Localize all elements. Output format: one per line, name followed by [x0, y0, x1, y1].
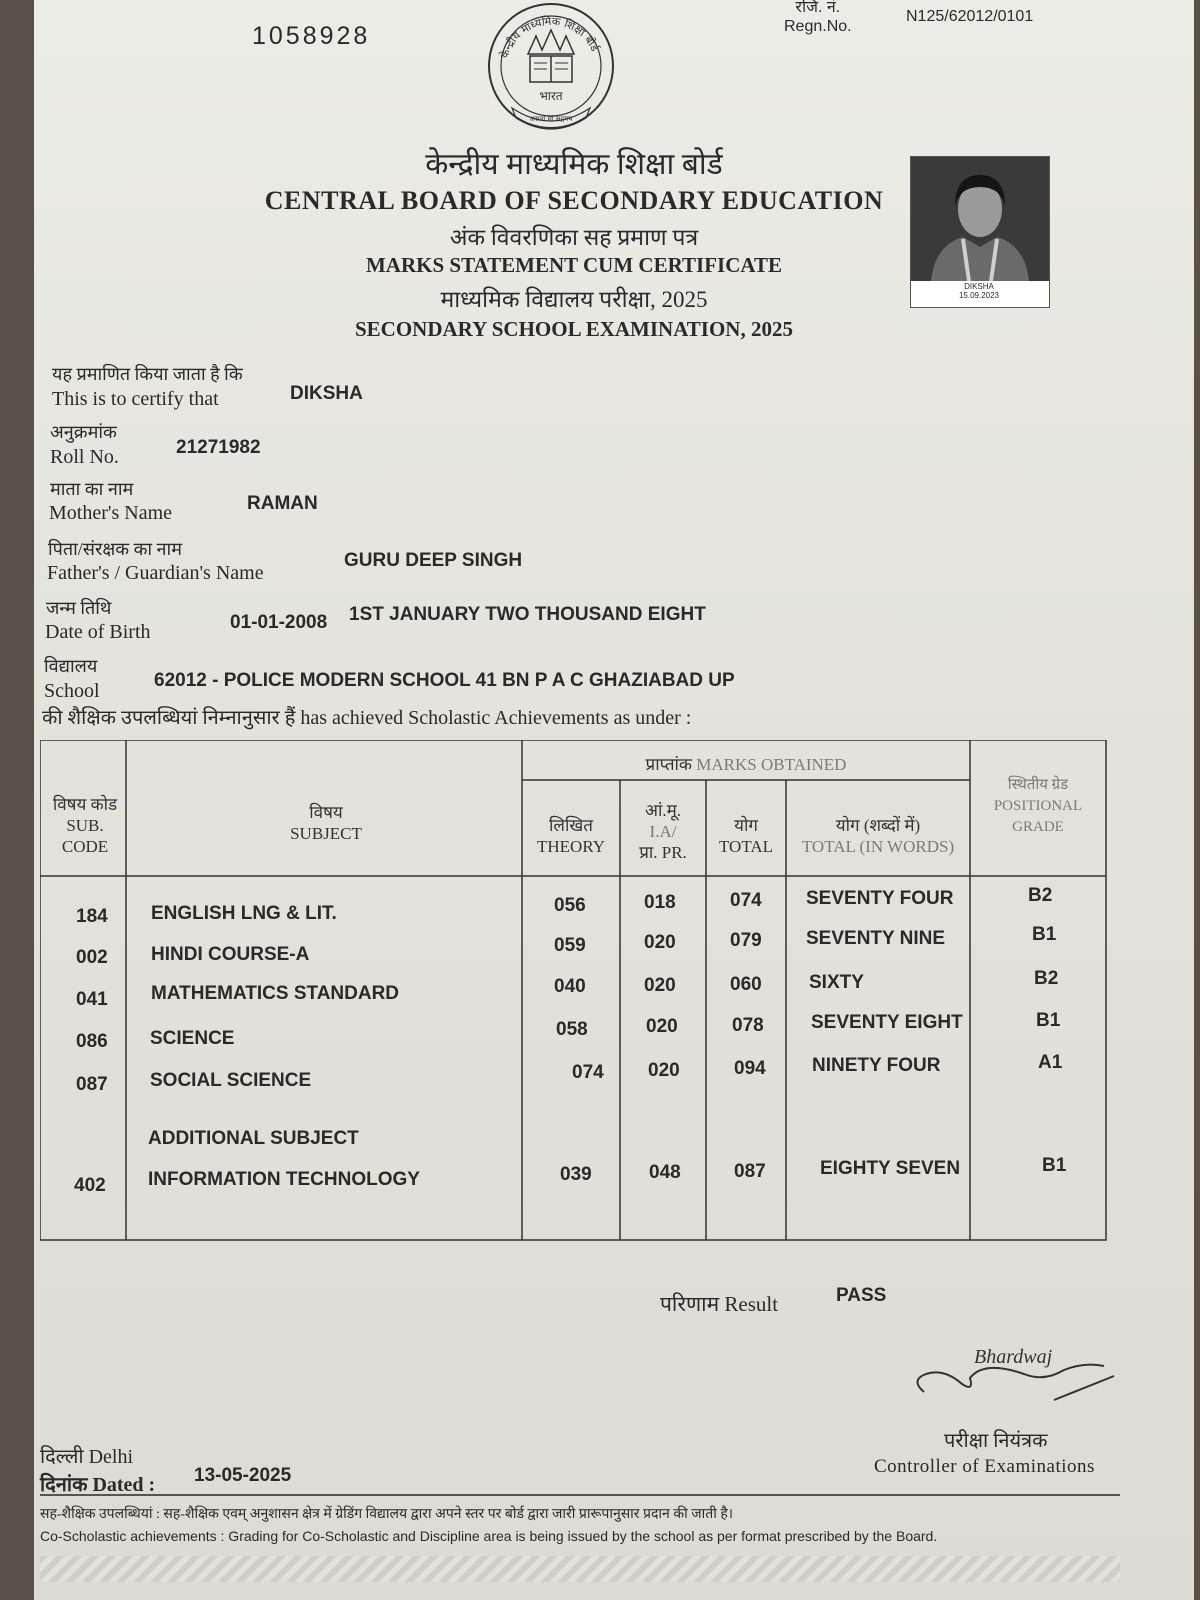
regn-label-en: Regn.No. [784, 18, 852, 35]
exam-name-hindi: माध्यमिक विद्यालय परीक्षा, 2025 [440, 287, 708, 312]
dated-hindi: दिनांक [40, 1474, 88, 1496]
header-sub-code-hindi: विषय कोड [52, 795, 118, 814]
header-theory [522, 815, 620, 857]
header-words-english: TOTAL (IN WORDS) [801, 837, 955, 856]
date-of-birth-words: 1ST JANUARY TWO THOUSAND EIGHT [349, 604, 706, 625]
school-name: 62012 - POLICE MODERN SCHOOL 41 BN P A C GHAZIABAD UP [154, 670, 735, 691]
row-2-grade: B1 [1032, 924, 1057, 945]
row-5-subject: SOCIAL SCIENCE [150, 1070, 312, 1091]
row-6-total: 087 [734, 1161, 766, 1182]
row-5-grade: A1 [1038, 1052, 1063, 1073]
row-4-code: 086 [76, 1031, 108, 1052]
marks-certificate-page [34, 0, 1194, 1600]
dob-label-hindi: जन्म तिथि [46, 598, 112, 618]
row-4-words: SEVENTY EIGHT [811, 1012, 963, 1033]
row-6-ia: 048 [649, 1162, 681, 1183]
header-total-words [786, 815, 970, 857]
header-subject-english: SUBJECT [290, 824, 362, 843]
header-total-english: TOTAL [718, 837, 774, 856]
seal-motto-text: असतो मा सद्गमय [529, 115, 573, 123]
photo-caption-date: 15.09.2023 [958, 291, 1000, 300]
achievements-intro-hindi: की शैक्षिक उपलब्धियां निम्नानुसार हैं [42, 707, 296, 729]
row-5-words: NINETY FOUR [812, 1055, 941, 1076]
document-title-hindi: अंक विवरणिका सह प्रमाण पत्र [449, 225, 699, 250]
row-1-subject: ENGLISH LNG & LIT. [151, 903, 337, 924]
controller-title-hindi: परीक्षा नियंत्रक [944, 1430, 1048, 1452]
header-ia-practical: प्रा. PR. [639, 843, 687, 862]
row-4-subject: SCIENCE [150, 1028, 235, 1049]
header-total [706, 815, 786, 857]
co-scholastic-note-english: Co-Scholastic achievements : Grading for Co-Scholastic and Discipline area is being issued by the school as per format prescribed by the Board. [40, 1528, 938, 1544]
row-3-ia: 020 [644, 975, 676, 996]
row-1-total: 074 [730, 890, 762, 911]
row-5-ia: 020 [648, 1060, 680, 1081]
additional-subject-label: ADDITIONAL SUBJECT [148, 1128, 359, 1149]
photo-caption-name: DIKSHA [964, 282, 994, 291]
header-subject [128, 802, 524, 844]
header-marks-obtained [522, 754, 970, 775]
dated-english: Dated : [92, 1474, 156, 1496]
place-english: Delhi [88, 1446, 133, 1468]
seal-top-text: केन्द्रीय माध्यमिक शिक्षा बोर्ड [497, 14, 602, 60]
roll-label-hindi: अनुक्रमांक [50, 422, 117, 442]
row-1-ia: 018 [644, 892, 676, 913]
row-2-ia: 020 [644, 932, 676, 953]
row-3-grade: B2 [1034, 968, 1059, 989]
date-of-birth: 01-01-2008 [230, 612, 328, 633]
row-5-theory: 074 [572, 1062, 604, 1083]
svg-text:केन्द्रीय माध्यमिक शिक्षा बोर् [498, 15, 602, 60]
row-2-code: 002 [76, 947, 108, 968]
document-title-english: MARKS STATEMENT CUM CERTIFICATE [365, 253, 782, 277]
certify-label-english: This is to certify that [52, 388, 219, 410]
header-internal-assessment [620, 800, 706, 863]
co-scholastic-note-hindi: सह-शैक्षिक उपलब्धियां : सह-शैक्षिक एवम् अनुशासन क्षेत्र में ग्रेडिंग विद्यालय द्वारा अपने स्तर पर बोर्ड द्वारा जारी प्रारूपानुसार प्रदान की जाती है। [40, 1507, 734, 1522]
header-ia-hindi: आं.मू. [644, 801, 682, 820]
regn-label [784, 0, 852, 36]
row-3-subject: MATHEMATICS STANDARD [151, 983, 400, 1004]
row-2-subject: HINDI COURSE-A [151, 944, 310, 965]
achievements-intro [42, 703, 691, 730]
roll-number: 21271982 [176, 437, 261, 458]
place-label [40, 1442, 133, 1469]
header-sub-code-en2: CODE [61, 837, 109, 856]
student-name: DIKSHA [290, 383, 363, 404]
regn-label-hi: रजि. नं. [795, 0, 841, 16]
school-label-hindi: विद्यालय [44, 656, 98, 676]
row-1-theory: 056 [554, 895, 586, 916]
header-theory-english: THEORY [537, 837, 605, 856]
result-label [660, 1290, 778, 1318]
row-3-words: SIXTY [809, 972, 864, 993]
row-4-grade: B1 [1036, 1010, 1061, 1031]
row-6-theory: 039 [560, 1164, 592, 1185]
dated-label [40, 1470, 155, 1497]
row-3-total: 060 [730, 974, 762, 995]
row-6-grade: B1 [1042, 1155, 1067, 1176]
row-3-code: 041 [76, 989, 108, 1010]
row-2-words: SEVENTY NINE [806, 928, 946, 949]
mother-label-hindi: माता का नाम [50, 479, 134, 499]
row-4-theory: 058 [556, 1019, 588, 1040]
row-1-code: 184 [76, 906, 108, 927]
row-4-ia: 020 [646, 1016, 678, 1037]
father-label-hindi: पिता/संरक्षक का नाम [48, 539, 182, 559]
board-name-english: CENTRAL BOARD OF SECONDARY EDUCATION [264, 186, 884, 215]
header-grade-en1: POSITIONAL [993, 798, 1083, 814]
header-marks-english: MARKS OBTAINED [696, 755, 847, 774]
header-theory-hindi: लिखित [549, 816, 593, 835]
header-sub-code-en1: SUB. [66, 816, 104, 835]
header-total-hindi: योग [734, 816, 758, 835]
mother-name: RAMAN [247, 493, 318, 514]
header-positional-grade [970, 775, 1106, 838]
result-value: PASS [836, 1285, 887, 1306]
row-5-total: 094 [734, 1058, 766, 1079]
header-words-hindi: योग (शब्दों में) [835, 816, 921, 835]
row-1-grade: B2 [1028, 885, 1053, 906]
row-6-code: 402 [74, 1175, 106, 1196]
row-1-words: SEVENTY FOUR [806, 888, 954, 909]
header-marks-hindi: प्राप्तांक [645, 755, 692, 774]
exam-name-english: SECONDARY SCHOOL EXAMINATION, 2025 [355, 317, 793, 341]
row-6-subject: INFORMATION TECHNOLOGY [148, 1169, 420, 1190]
issue-date: 13-05-2025 [194, 1465, 292, 1486]
row-2-theory: 059 [554, 935, 586, 956]
security-border-pattern [40, 1556, 1120, 1582]
signature-text: Bhardwaj [974, 1346, 1053, 1368]
header-subject-hindi: विषय [309, 803, 343, 822]
row-4-total: 078 [732, 1015, 764, 1036]
roll-label-english: Roll No. [50, 446, 119, 468]
certify-label-hindi: यह प्रमाणित किया जाता है कि [52, 364, 243, 384]
result-label-english: Result [724, 1292, 779, 1316]
photo-caption [910, 282, 1048, 300]
dob-label-english: Date of Birth [45, 621, 151, 643]
row-2-total: 079 [730, 930, 762, 951]
seal-mid-text: भारत [539, 89, 563, 103]
controller-title-english: Controller of Examinations [874, 1456, 1095, 1477]
father-label-english: Father's / Guardian's Name [47, 562, 264, 584]
row-5-code: 087 [76, 1074, 108, 1095]
achievements-intro-english: has achieved Scholastic Achievements as under : [300, 707, 692, 729]
mother-label-english: Mother's Name [49, 502, 173, 524]
controller-signature [904, 1340, 1124, 1410]
cbse-seal-icon [480, 0, 622, 135]
header-ia-english: I.A/ [649, 822, 677, 841]
header-grade-en2: GRADE [1012, 819, 1064, 835]
regn-number: N125/62012/0101 [906, 8, 1034, 25]
footer-divider [40, 1494, 1120, 1496]
header-grade-hindi: स्थितीय ग्रेड [1007, 777, 1069, 793]
school-label-english: School [44, 680, 100, 702]
serial-number: 1058928 [252, 22, 371, 50]
father-name: GURU DEEP SINGH [344, 550, 523, 571]
place-hindi: दिल्ली [40, 1446, 84, 1468]
header-sub-code [42, 794, 128, 857]
row-6-words: EIGHTY SEVEN [820, 1158, 961, 1179]
row-3-theory: 040 [554, 976, 586, 997]
result-label-hindi: परिणाम [660, 1292, 720, 1316]
board-name-hindi: केन्द्रीय माध्यमिक शिक्षा बोर्ड [425, 148, 723, 181]
